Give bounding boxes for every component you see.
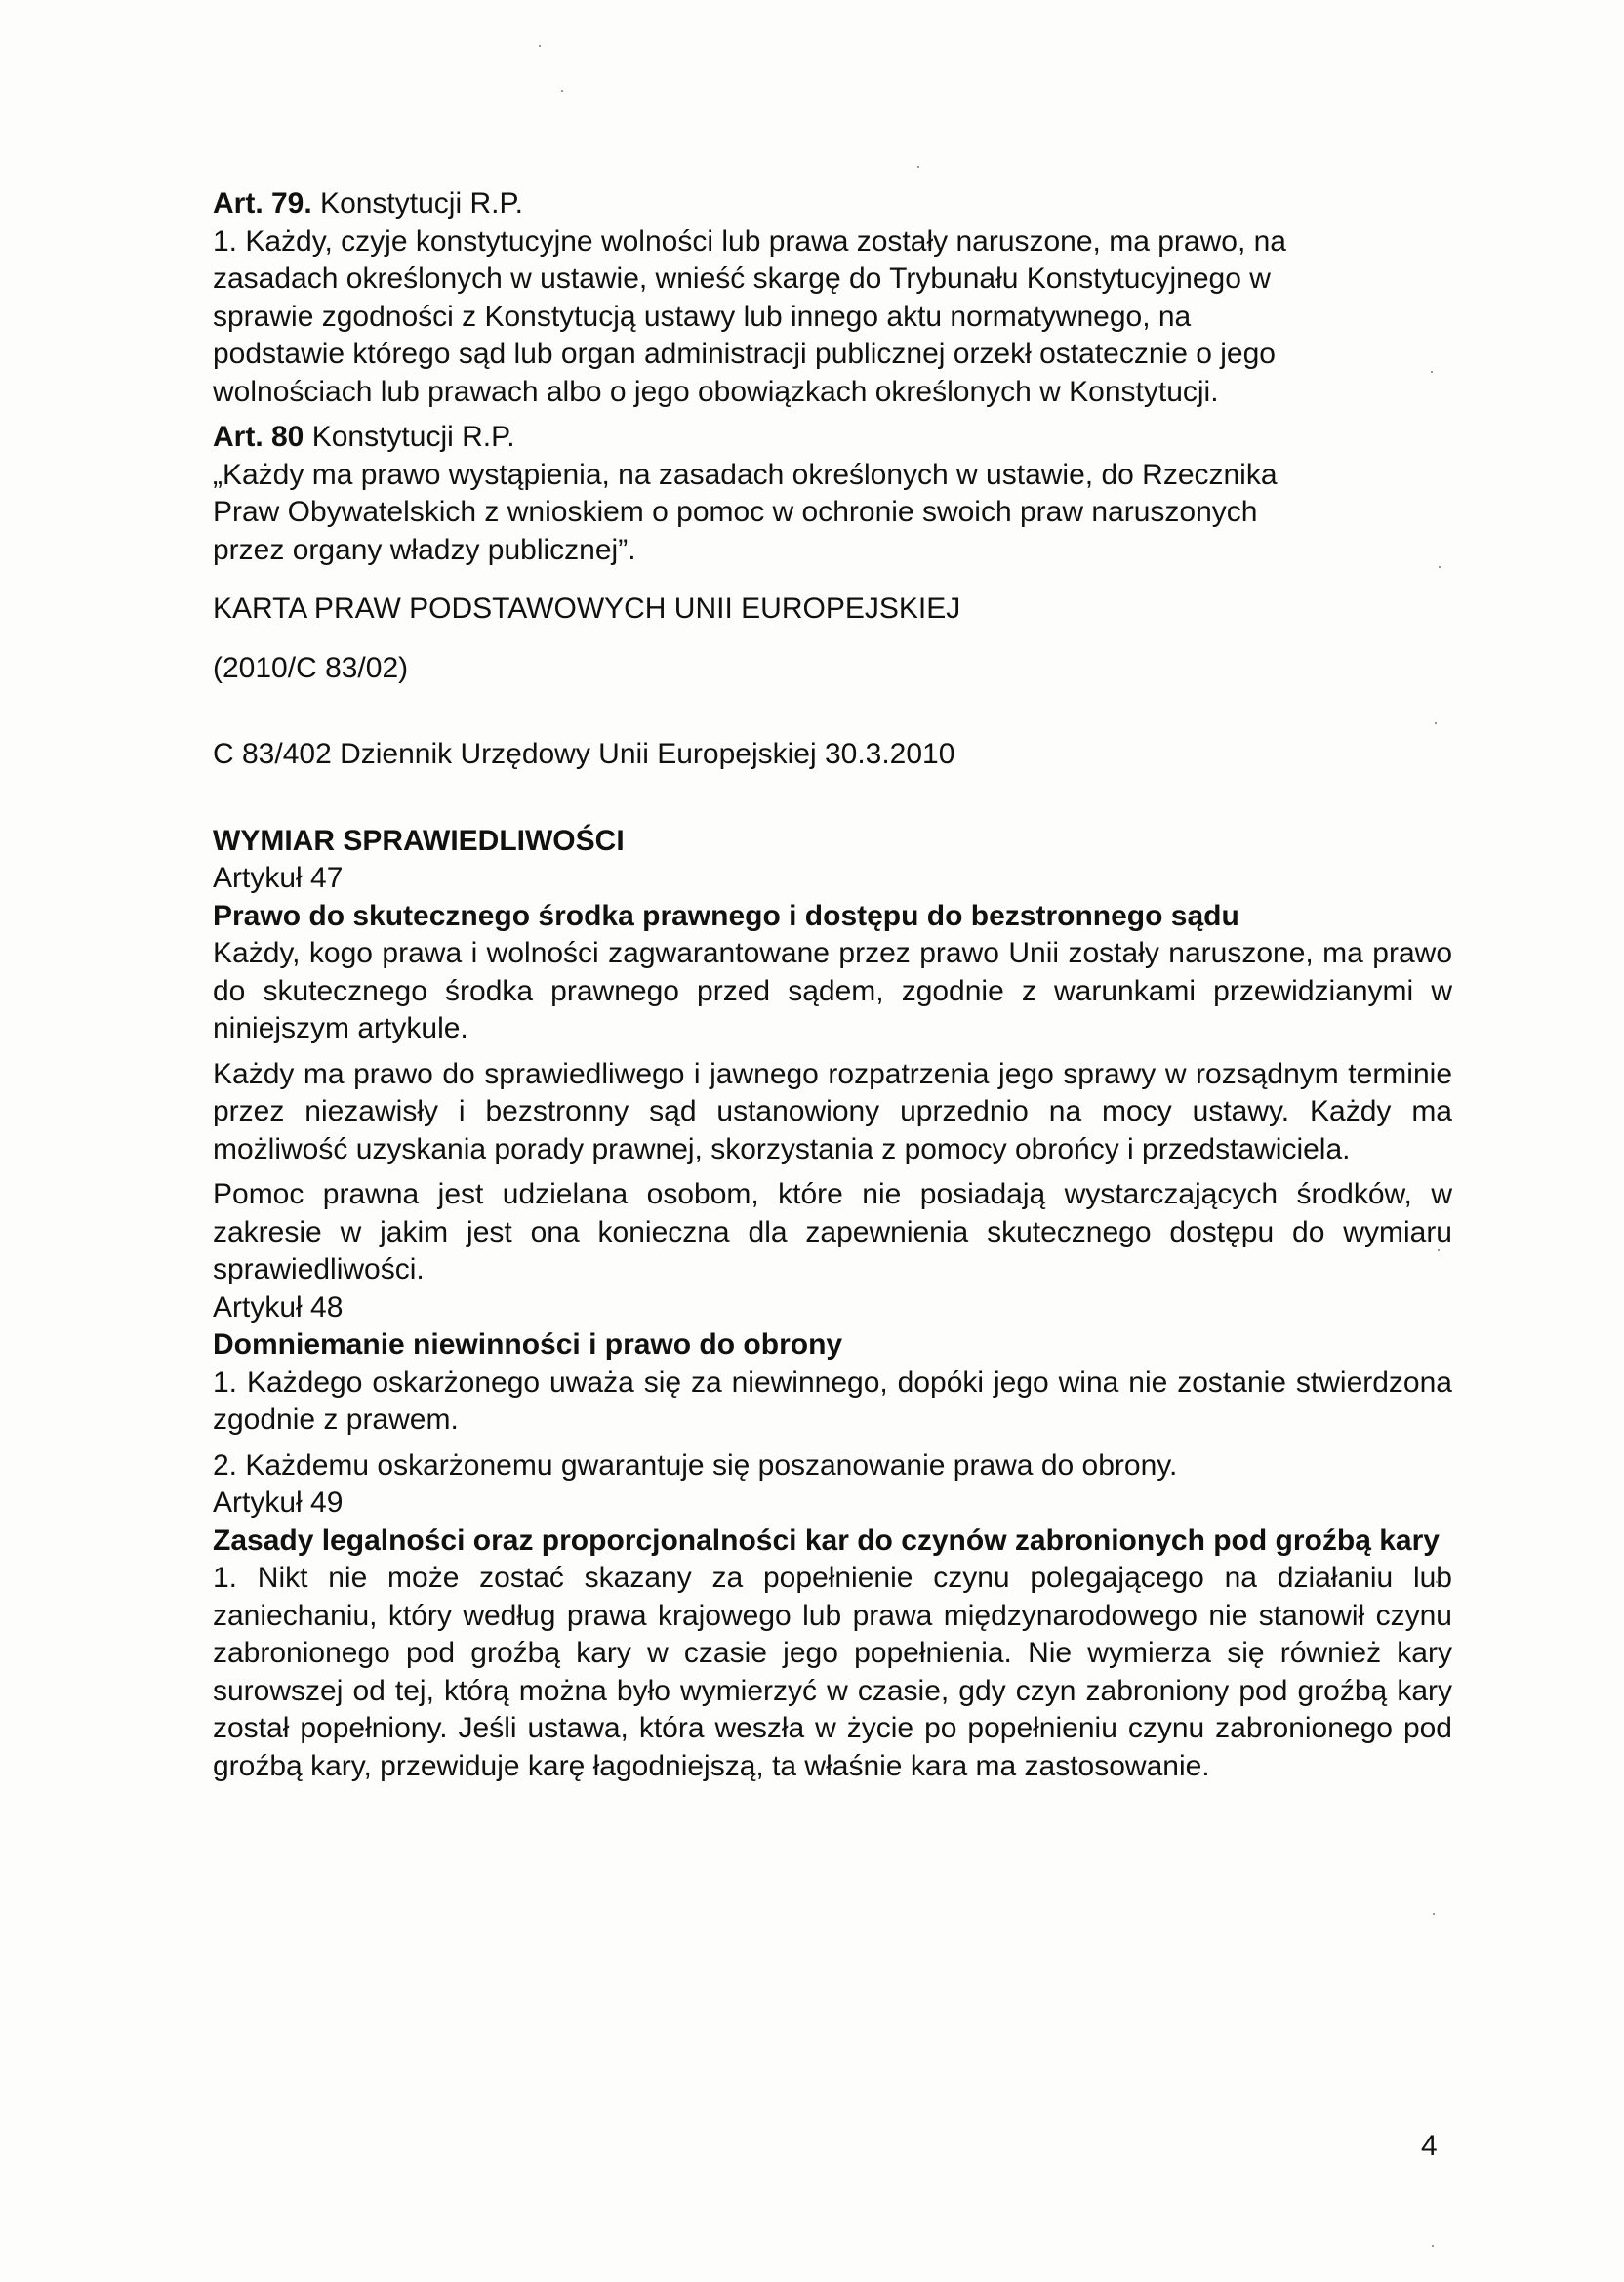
document-body xyxy=(213,185,1452,1785)
art79-heading: Art. 79. Konstytucji R.P. xyxy=(213,187,523,220)
scan-speck xyxy=(561,90,563,92)
article-paragraph: 1. Każdego oskarżonego uważa się za niewinnego, dopóki jego wina nie zostanie stwierdzona zgodnie z prawem. xyxy=(213,1365,1452,1436)
art79-line: zasadach określonych w ustawie, wnieść skargę do Trybunału Konstytucyjnego w xyxy=(213,263,1271,295)
article-paragraph: Każdy ma prawo do sprawiedliwego i jawnego rozpatrzenia jego sprawy w rozsądnym terminie przez niezawisły i bezstronny sąd ustanowiony uprzednio na mocy ustawy. Każdy ma możliwość uzyskania porady prawnej, skorzystania z pomocy obrońcy i przedstawiciela. xyxy=(213,1057,1452,1165)
art80-line: „Każdy ma prawo wystąpienia, na zasadach określonych w ustawie, do Rzecznika xyxy=(213,458,1278,491)
article-title: Prawo do skutecznego środka prawnego i dostępu do bezstronnego sądu xyxy=(213,899,1239,932)
article-label: Artykuł 47 xyxy=(213,862,344,894)
art80-heading: Art. 80 Konstytucji R.P. xyxy=(213,421,515,453)
scan-speck xyxy=(917,166,919,168)
page-number: 4 xyxy=(1421,2130,1438,2162)
article-paragraph: 1. Nikt nie może zostać skazany za popełnienie czynu polegającego na działaniu lub zaniechaniu, który według prawa krajowego lub prawa międzynarodowego nie stanowił czynu zabronionego pod groźbą kary w czasie jego popełnienia. Nie wymierza się również kary surowszej od tej, którą można było wymierzyć w czasie, gdy czyn zabroniony pod groźbą kary został popełniony. Jeśli ustawa, która weszła w życie po popełnieniu czynu zabronionego pod groźbą kary, przewiduje karę łagodniejszą, ta właśnie kara ma zastosowanie. xyxy=(213,1562,1452,1782)
journal-reference: C 83/402 Dziennik Urzędowy Unii Europejskiej 30.3.2010 xyxy=(213,738,955,770)
article-label: Artykuł 48 xyxy=(213,1290,344,1324)
art79-line: sprawie zgodności z Konstytucją ustawy lub innego aktu normatywnego, na xyxy=(213,300,1192,333)
article-label: Artykuł 49 xyxy=(213,1487,344,1519)
article-paragraph: 2. Każdemu oskarżonemu gwarantuje się poszanowanie prawa do obrony. xyxy=(213,1448,1178,1482)
article-paragraph: Każdy, kogo prawa i wolności zagwarantowane przez prawo Unii zostały naruszone, ma prawo do skutecznego środka prawnego przed sądem, zgodnie z warunkami przewidzianymi w niniejszym artykule. xyxy=(213,937,1452,1044)
scan-speck xyxy=(1432,2245,1434,2247)
chapter-title: WYMIAR SPRAWIEDLIWOŚCI xyxy=(213,824,625,857)
scan-speck xyxy=(539,45,541,47)
art80-line: Praw Obywatelskich z wnioskiem o pomoc w ochronie swoich praw naruszonych xyxy=(213,496,1258,528)
art80-line: przez organy władzy publicznej”. xyxy=(213,533,636,566)
article-title: Zasady legalności oraz proporcjonalności kar do czynów zabronionych pod groźbą kary xyxy=(213,1524,1440,1557)
art79-line: 1. Każdy, czyje konstytucyjne wolności lub prawa zostały naruszone, ma prawo, na xyxy=(213,224,1286,258)
art79-line: podstawie którego sąd lub organ administracji publicznej orzekł ostatecznie o jego xyxy=(213,338,1276,370)
scan-speck xyxy=(1433,1913,1435,1915)
article-paragraph: Pomoc prawna jest udzielana osobom, które nie posiadają wystarczających środków, w zakresie w jakim jest ona konieczna dla zapewnienia skutecznego dostępu do wymiaru sprawiedliwości. xyxy=(213,1178,1452,1285)
charter-code: (2010/C 83/02) xyxy=(213,651,409,684)
article-title: Domniemanie niewinności i prawo do obrony xyxy=(213,1328,843,1361)
charter-title: KARTA PRAW PODSTAWOWYCH UNII EUROPEJSKIEJ xyxy=(213,592,961,625)
art79-line: wolnościach lub prawach albo o jego obowiązkach określonych w Konstytucji. xyxy=(213,375,1219,408)
